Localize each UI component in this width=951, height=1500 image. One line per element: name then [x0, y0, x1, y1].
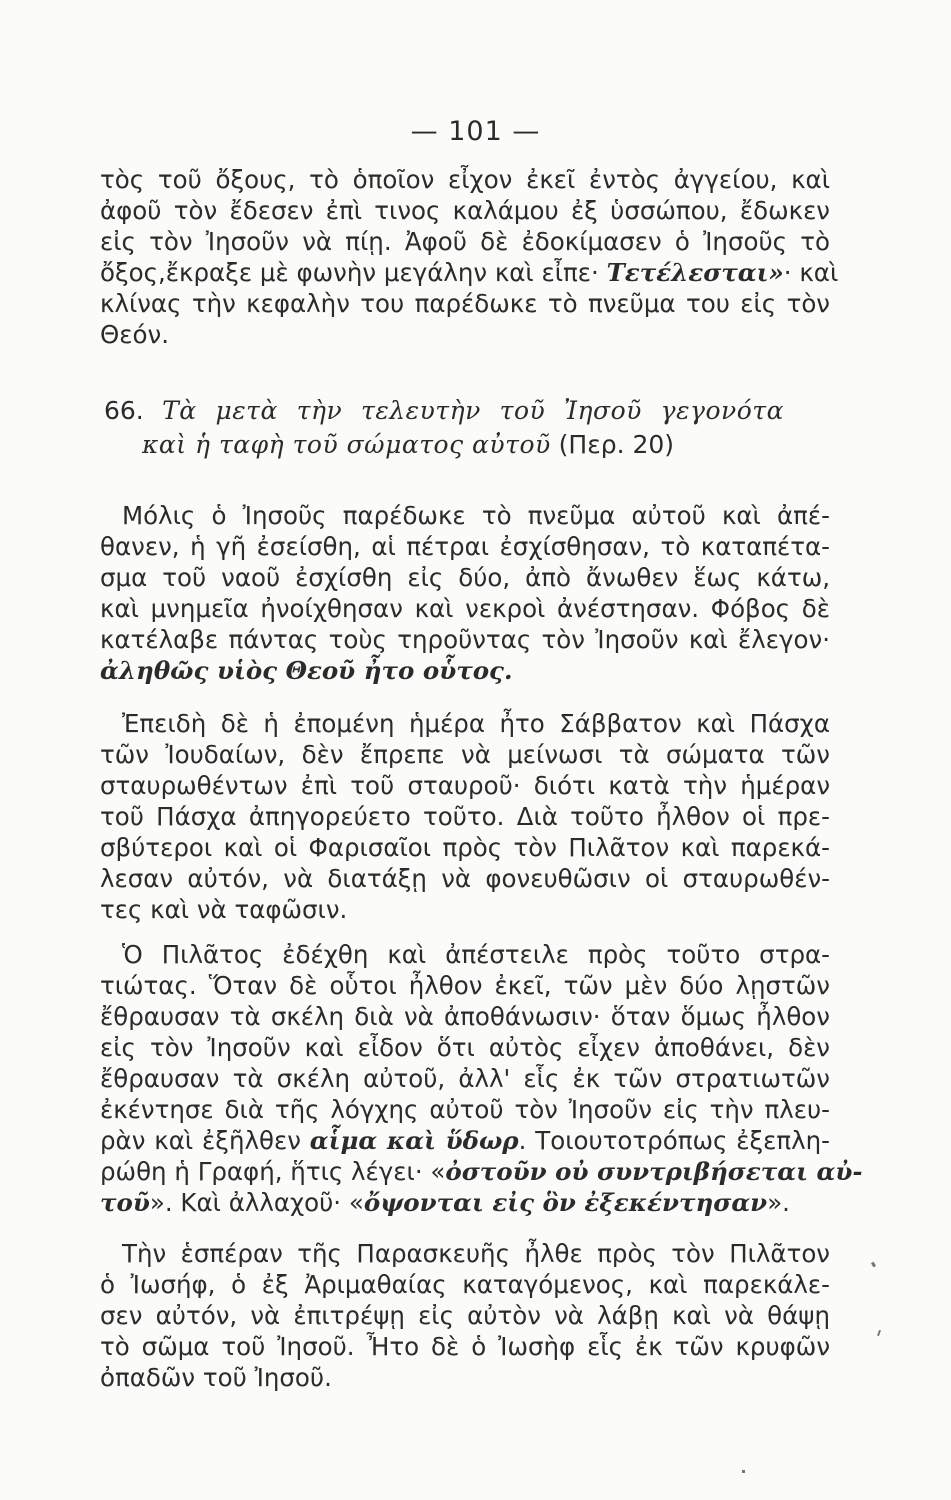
scan-speck — [871, 1262, 876, 1268]
scan-speck — [742, 1470, 745, 1473]
scan-speck — [877, 1330, 881, 1336]
text-line: εἰς τὸν Ἰησοῦν νὰ πίῃ. Ἀφοῦ δὲ ἐδοκίμασεν ὁ Ἰησοῦς τὸ — [100, 227, 830, 256]
text-span: ». — [767, 1188, 790, 1217]
quote-bone: ὀστοῦν οὐ συντριβήσεται αὐ- — [445, 1157, 863, 1186]
text-line: ὁ Ἰωσήφ, ὁ ἐξ Ἀριμαθαίας καταγόμενος, καὶ παρεκάλε- — [100, 1270, 830, 1299]
text-line: καὶ μνημεῖα ἠνοίχθησαν καὶ νεκροὶ ἀνέστησαν. Φόβος δὲ — [100, 594, 830, 623]
text-line: τιώτας. Ὅταν δὲ οὗτοι ἦλθον ἐκεῖ, τῶν μὲν δύο λῃστῶν — [100, 971, 830, 1000]
text-line — [100, 1125, 830, 1156]
page-number: — 101 — — [410, 116, 541, 147]
heading-line — [104, 394, 784, 428]
text-line: Θεόν. — [100, 320, 169, 349]
paragraph-earthquake — [100, 500, 830, 686]
text-line: λεσαν αὐτόν, νὰ διατάξῃ νὰ φονευθῶσιν οἱ σταυρωθέν- — [100, 864, 830, 893]
text-line: σβύτεροι καὶ οἱ Φαρισαῖοι πρὸς τὸν Πιλᾶτον καὶ παρεκά- — [100, 833, 830, 862]
heading-line — [104, 428, 784, 462]
paragraph-joseph — [100, 1238, 830, 1393]
text-line — [100, 257, 839, 288]
text-line: Μόλις ὁ Ἰησοῦς παρέδωκε τὸ πνεῦμα αὐτοῦ καὶ ἀπέ- — [122, 501, 830, 530]
section-title-line1: Τὰ μετὰ τὴν τελευτὴν τοῦ Ἰησοῦ γεγονότα — [162, 396, 784, 425]
section-title-line2: καὶ ἡ ταφὴ τοῦ σώματος αὐτοῦ — [142, 430, 551, 459]
text-span: ». Καὶ ἀλλαχοῦ· « — [149, 1188, 364, 1217]
quote-bone-end: τοῦ — [100, 1188, 150, 1217]
text-line: θανεν, ἡ γῆ ἐσείσθη, αἱ πέτραι ἐσχίσθησαν, τὸ καταπέτα- — [100, 532, 830, 561]
text-line: ὀπαδῶν τοῦ Ἰησοῦ. — [100, 1363, 332, 1392]
quote-son-of-god: ἀληθῶς υἱὸς Θεοῦ ἦτο οὗτος. — [100, 656, 513, 685]
text-line: κατέλαβε πάντας τοὺς τηροῦντας τὸν Ἰησοῦν καὶ ἔλεγον· — [100, 625, 830, 654]
paragraph-sabbath — [100, 708, 830, 925]
text-span: · καὶ — [783, 258, 839, 287]
text-span: . Τοιουτοτρόπως ἐξεπλη- — [518, 1126, 830, 1155]
text-line: ἔθραυσαν τὰ σκέλη αὐτοῦ, ἀλλ' εἷς ἐκ τῶν στρατιωτῶν — [100, 1064, 830, 1093]
text-line: Ἐπειδὴ δὲ ἡ ἐπομένη ἡμέρα ἦτο Σάββατον καὶ Πάσχα — [122, 709, 830, 738]
text-line — [100, 1187, 830, 1218]
quote-pierced: ὄψονται εἰς ὃν ἐξεκέντησαν — [363, 1188, 768, 1217]
text-line: σεν αὐτόν, νὰ ἐπιτρέψῃ εἰς αὐτὸν νὰ λάβῃ καὶ νὰ θάψῃ — [100, 1301, 830, 1330]
text-line: τὸ σῶμα τοῦ Ἰησοῦ. Ἦτο δὲ ὁ Ἰωσὴφ εἷς ἐκ τῶν κρυφῶν — [100, 1332, 830, 1361]
section-number: 66. — [104, 396, 144, 425]
text-span: ὄξος,ἔκραξε μὲ φωνὴν μεγάλην καὶ εἶπε· — [100, 258, 599, 287]
paragraph-crucifixion-end — [100, 164, 839, 350]
text-line: τοῦ Πάσχα ἀπηγορεύετο τοῦτο. Διὰ τοῦτο ἦλθον οἱ πρε- — [100, 802, 830, 831]
text-line: κλίνας τὴν κεφαλὴν του παρέδωκε τὸ πνεῦμα του εἰς τὸν — [100, 289, 830, 318]
text-line: σμα τοῦ ναοῦ ἐσχίσθη εἰς δύο, ἀπὸ ἄνωθεν ἕως κάτω, — [100, 563, 830, 592]
quote-blood-water: αἷμα καὶ ὕδωρ — [309, 1126, 519, 1155]
text-line: Ὁ Πιλᾶτος ἐδέχθη καὶ ἀπέστειλε πρὸς τοῦτο στρα- — [122, 940, 830, 969]
text-span: ρὰν καὶ ἐξῆλθεν — [100, 1126, 301, 1155]
text-line: τες καὶ νὰ ταφῶσιν. — [100, 895, 348, 924]
section-heading — [104, 394, 784, 462]
text-line: ἔθραυσαν τὰ σκέλη διὰ νὰ ἀποθάνωσιν· ὅταν ὅμως ἦλθον — [100, 1002, 830, 1031]
text-line: τὸς τοῦ ὄξους, τὸ ὁποῖον εἶχον ἐκεῖ ἐντὸς ἀγγείου, καὶ — [100, 165, 830, 194]
text-line: ἐκέντησε διὰ τῆς λόγχης αὐτοῦ τὸν Ἰησοῦν εἰς τὴν πλευ- — [100, 1095, 830, 1124]
text-line — [100, 1156, 863, 1187]
text-span: ρώθη ἡ Γραφή, ἥτις λέγει· « — [100, 1157, 446, 1186]
text-line: Τὴν ἑσπέραν τῆς Παρασκευῆς ἦλθε πρὸς τὸν Πιλᾶτον — [122, 1239, 830, 1268]
text-line: εἰς τὸν Ἰησοῦν καὶ εἶδον ὅτι αὐτὸς εἶχεν ἀποθάνει, δὲν — [100, 1033, 830, 1062]
quote-tetelestai: Τετέλεσται» — [606, 258, 784, 287]
section-reference: (Περ. 20) — [558, 430, 675, 459]
text-line: σταυρωθέντων ἐπὶ τοῦ σταυροῦ· διότι κατὰ τὴν ἡμέραν — [100, 771, 830, 800]
text-line: ἀφοῦ τὸν ἔδεσεν ἐπὶ τινος καλάμου ἐξ ὑσσώπου, ἔδωκεν — [100, 196, 830, 225]
text-line: τῶν Ἰουδαίων, δὲν ἔπρεπε νὰ μείνωσι τὰ σώματα τῶν — [100, 740, 830, 769]
paragraph-soldiers — [100, 939, 863, 1218]
